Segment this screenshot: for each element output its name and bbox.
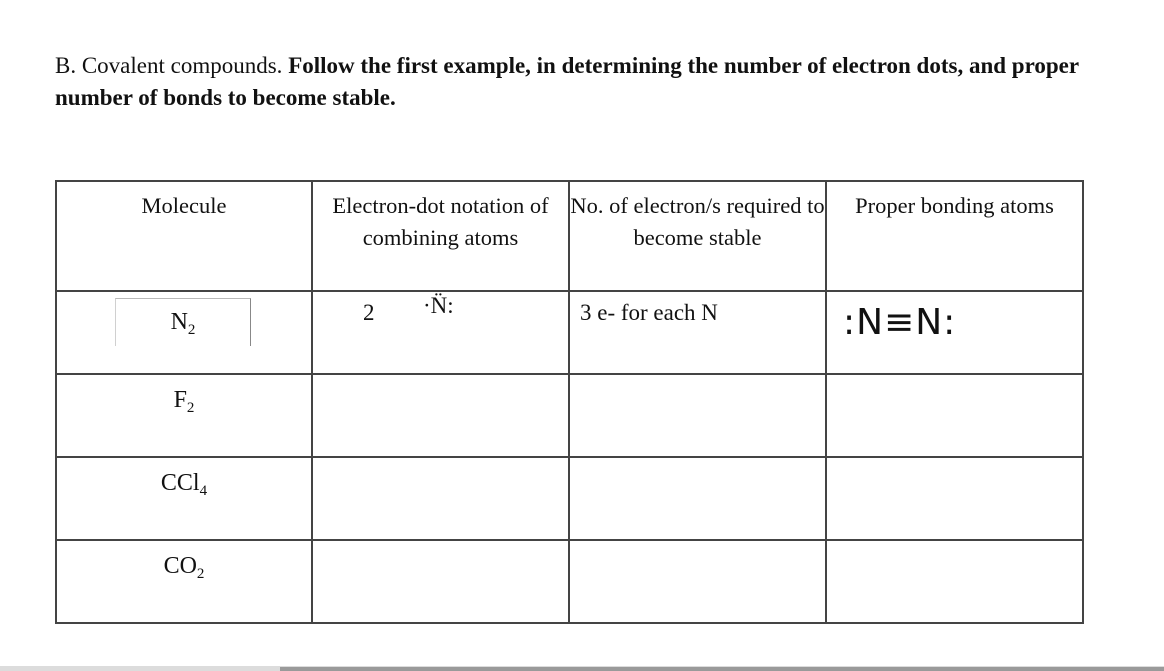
table-row (56, 374, 1083, 457)
molecule-cell (56, 457, 312, 540)
electrons-required-cell (569, 291, 826, 374)
dot-notation-cell[interactable] (312, 540, 569, 623)
molecule-formula: $N_2$ (170, 309, 196, 338)
dot-notation-cell[interactable] (312, 374, 569, 457)
instructions-lead: B. Covalent compounds. (55, 53, 289, 78)
header-electrons-required: No. of electron/s required to become stable (569, 181, 826, 291)
molecule-cell (56, 374, 312, 457)
bonding-cell[interactable] (826, 374, 1083, 457)
table-header-row (56, 181, 1083, 291)
molecule-cell (56, 540, 312, 623)
molecule-formula: CCl$_4$ (160, 470, 208, 499)
page-bottom-shadow (280, 667, 1164, 671)
electrons-required-cell[interactable] (569, 540, 826, 623)
molecule-image-box (115, 298, 251, 346)
table-row (56, 540, 1083, 623)
dot-notation-cell[interactable] (312, 457, 569, 540)
bonding-cell[interactable] (826, 457, 1083, 540)
bonding-cell (826, 291, 1083, 374)
header-electron-dot-notation: Electron-dot notation of combining atoms (312, 181, 569, 291)
instructions (55, 50, 1115, 114)
electron-dot-symbol: ·N̈: (423, 293, 454, 318)
covalent-compounds-table (55, 180, 1084, 624)
electrons-required-text: 3 e- for each N (580, 300, 718, 325)
molecule-formula: $CO_2$ (163, 553, 205, 582)
header-molecule: Molecule (56, 181, 312, 291)
dot-notation-cell (312, 291, 569, 374)
bonding-cell[interactable] (826, 540, 1083, 623)
electrons-required-cell[interactable] (569, 374, 826, 457)
table-row (56, 291, 1083, 374)
instructions-bold: Follow the first example, in determining the number of electron dots, and proper number of bonds to become stable. (55, 53, 1079, 110)
atom-count: 2 (363, 300, 375, 325)
header-proper-bonding: Proper bonding atoms (826, 181, 1083, 291)
lewis-structure-handwritten: :N≡N: (843, 302, 957, 343)
table-row (56, 457, 1083, 540)
molecule-formula: $F_2$ (173, 387, 195, 416)
molecule-cell (56, 291, 312, 374)
electrons-required-cell[interactable] (569, 457, 826, 540)
